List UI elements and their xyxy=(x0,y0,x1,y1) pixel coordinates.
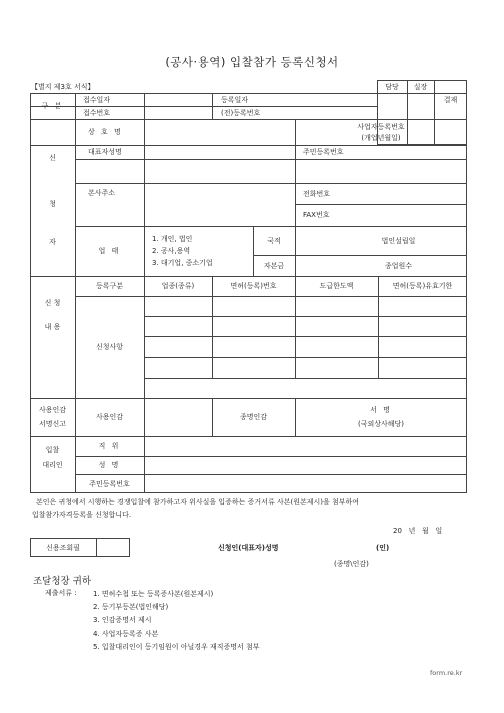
sign-label: 서 명 xyxy=(370,406,392,414)
attach-label: 제출서류 : xyxy=(45,589,77,597)
seal-mark: (인) xyxy=(376,544,390,552)
applicant-sign-label: 신청인(대표자)성명 xyxy=(218,544,279,552)
receipt-no-label: 접수번호 xyxy=(83,108,111,117)
phone-label: 전화번호 xyxy=(303,189,331,198)
date-line: 20 년 월 일 xyxy=(393,527,443,535)
addressee: 조달청장 귀하 xyxy=(33,576,92,587)
attachment-item: 3. 인감증명서 제시 xyxy=(93,616,152,625)
trade-name-label: 상 호 명 xyxy=(88,128,123,136)
seal-note: (종명\인감) xyxy=(334,560,369,568)
statement-line-2: 입찰참가자격등록을 신청합니다. xyxy=(32,511,132,519)
attachment-list xyxy=(93,588,393,654)
attachment-item: 2. 등기부등본(법인해당) xyxy=(93,603,169,612)
biz-reg-no-label: 사업자등록번호 xyxy=(357,123,405,131)
agent-position-label: 직 위 xyxy=(98,442,121,450)
content-header: 면허(등록)유효기한 xyxy=(392,282,453,290)
corp-date-label: 법인설립일 xyxy=(381,236,416,245)
form-title: (공사·용역) 입찰참가 등록신청서 xyxy=(165,55,339,69)
content-side-2: 내 용 xyxy=(44,323,61,331)
agent-side-1: 입찰 xyxy=(45,446,60,454)
prev-reg-no-label: (전)등록번호 xyxy=(221,108,261,117)
form-number: 【별지 제3호 서식】 xyxy=(31,83,95,91)
type-item: 3. 대기업, 중소기업 xyxy=(152,259,213,267)
capital-label: 자본금 xyxy=(263,261,285,270)
credit-label: 신용조회필 xyxy=(46,543,80,552)
opening-date-label: (개업년월일) xyxy=(361,134,401,142)
agent-side-2: 대리인 xyxy=(42,461,63,469)
applicant-side-2: 청 xyxy=(49,200,56,208)
seal-label: 사용인감 xyxy=(95,413,124,421)
content-header: 업종(종류) xyxy=(161,282,195,290)
business-type-label: 업 태 xyxy=(98,247,121,255)
hq-address-label: 본사주소 xyxy=(88,188,116,197)
seal-common-label: 종명인감 xyxy=(239,413,268,421)
approval-label: 결재 xyxy=(443,95,458,104)
content-header: 도급한도액 xyxy=(319,282,354,290)
fax-label: FAX번호 xyxy=(303,211,330,219)
approval-chief: 실장 xyxy=(413,82,428,91)
footer-watermark: form.re.kr xyxy=(430,669,463,677)
business-type-list xyxy=(152,234,252,270)
content-header: 면허(등록)번호 xyxy=(230,282,277,290)
applicant-side-1: 신 xyxy=(49,154,56,162)
employees-label: 종업원수 xyxy=(384,261,413,270)
attachment-item: 5. 입찰대리인이 등기임원이 아닐경우 재직증명서 첨부 xyxy=(93,642,260,651)
type-item: 2. 공사,용역 xyxy=(152,247,191,255)
attachment-item: 4. 사업자등록증 사본 xyxy=(93,629,159,638)
content-side-1: 신 청 xyxy=(44,299,61,307)
resident-no-label: 주민등록번호 xyxy=(303,148,344,156)
attachment-item: 1. 면허수첩 또는 등록증사본(원본제시) xyxy=(93,590,214,598)
statement-line-1: 본인은 귀청에서 시행하는 경쟁입찰에 참가하고자 위사실을 입증하는 증거서류 사본(원본제시)을 첨부하여 xyxy=(36,498,360,506)
reg-date-label: 등록일자 xyxy=(221,95,249,104)
agent-name-label: 성 명 xyxy=(98,461,121,469)
approval-charge: 담당 xyxy=(385,82,399,91)
receipt-date-label: 접수일자 xyxy=(83,95,111,104)
agent-resident-label: 주민등록번호 xyxy=(89,479,130,488)
applicant-side-3: 자 xyxy=(49,238,56,246)
sign-sub-label: (국외상사해당) xyxy=(357,420,405,428)
seal-side-2: 서명신고 xyxy=(38,420,67,428)
nationality-label: 국적 xyxy=(267,236,281,245)
type-item: 1. 개인, 법인 xyxy=(152,235,193,243)
gubun-label: 구 분 xyxy=(41,102,64,110)
content-row-label: 신청사항 xyxy=(95,343,124,351)
content-header: 등록구분 xyxy=(95,282,124,290)
seal-side-1: 사용인감 xyxy=(38,406,67,414)
rep-name-label: 대표자성명 xyxy=(88,148,122,156)
